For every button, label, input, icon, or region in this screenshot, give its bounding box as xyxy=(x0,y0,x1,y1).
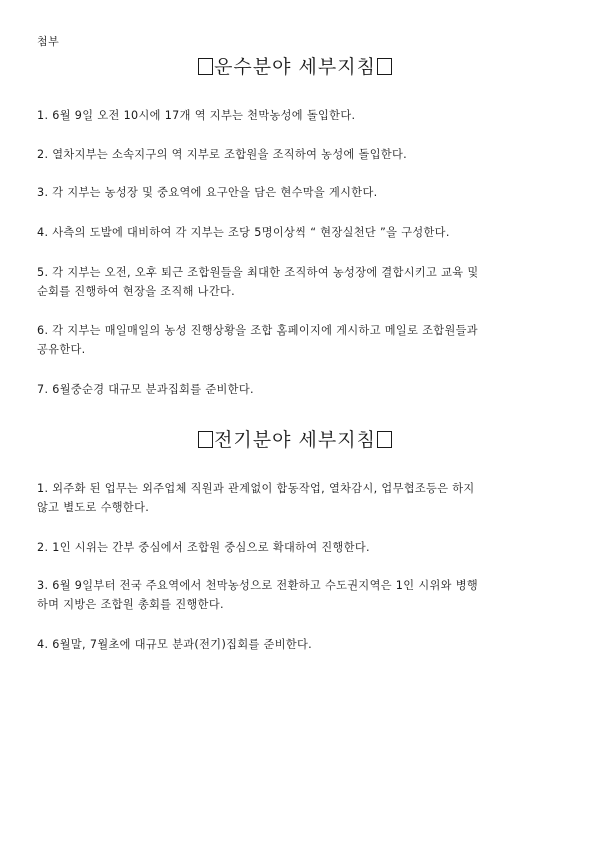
box-bracket-right-icon xyxy=(377,58,392,75)
list-item: 4. 6월말, 7월초에 대규모 분과(전기)집회를 준비한다. xyxy=(37,638,313,651)
box-bracket-left-icon xyxy=(198,431,213,448)
list-item: 5. 각 지부는 오전, 오후 퇴근 조합원들을 최대한 조직하여 농성장에 결합시키고 교육 및 순회를 진행하여 현장을 조직해 나간다. xyxy=(37,266,479,298)
list-item: 6. 각 지부는 매일매일의 농성 진행상황을 조합 홈페이지에 게시하고 메일로 조합원들과 공유한다. xyxy=(37,324,478,356)
section-title-electric xyxy=(0,425,590,452)
box-bracket-right-icon xyxy=(377,431,392,448)
section-title-text: 전기분야 세부지침 xyxy=(214,429,376,451)
list-item: 1. 6월 9일 오전 10시에 17개 역 지부는 천막농성에 돌입한다. xyxy=(37,109,356,122)
list-item: 4. 사측의 도발에 대비하여 각 지부는 조당 5명이상씩 “ 현장실천단 ”을 구성한다. xyxy=(37,226,450,239)
box-bracket-left-icon xyxy=(198,58,213,75)
list-item: 3. 6월 9일부터 전국 주요역에서 천막농성으로 전환하고 수도권지역은 1인 시위와 병행 하며 지방은 조합원 총회를 진행한다. xyxy=(37,579,479,611)
section-title-text: 운수분야 세부지침 xyxy=(214,56,376,78)
list-item: 2. 1인 시위는 간부 중심에서 조합원 중심으로 확대하여 진행한다. xyxy=(37,541,370,554)
list-item: 2. 열차지부는 소속지구의 역 지부로 조합원을 조직하여 농성에 돌입한다. xyxy=(37,148,408,161)
list-item: 3. 각 지부는 농성장 및 중요역에 요구안을 담은 현수막을 게시한다. xyxy=(37,186,378,199)
section-title-transport xyxy=(0,52,590,79)
list-item: 7. 6월중순경 대규모 분과집회를 준비한다. xyxy=(37,383,254,396)
attachment-label: 첨부 xyxy=(37,35,60,48)
list-item: 1. 외주화 된 업무는 외주업체 직원과 관계없이 합동작업, 열차감시, 업무협조등은 하지 않고 별도로 수행한다. xyxy=(37,482,475,514)
